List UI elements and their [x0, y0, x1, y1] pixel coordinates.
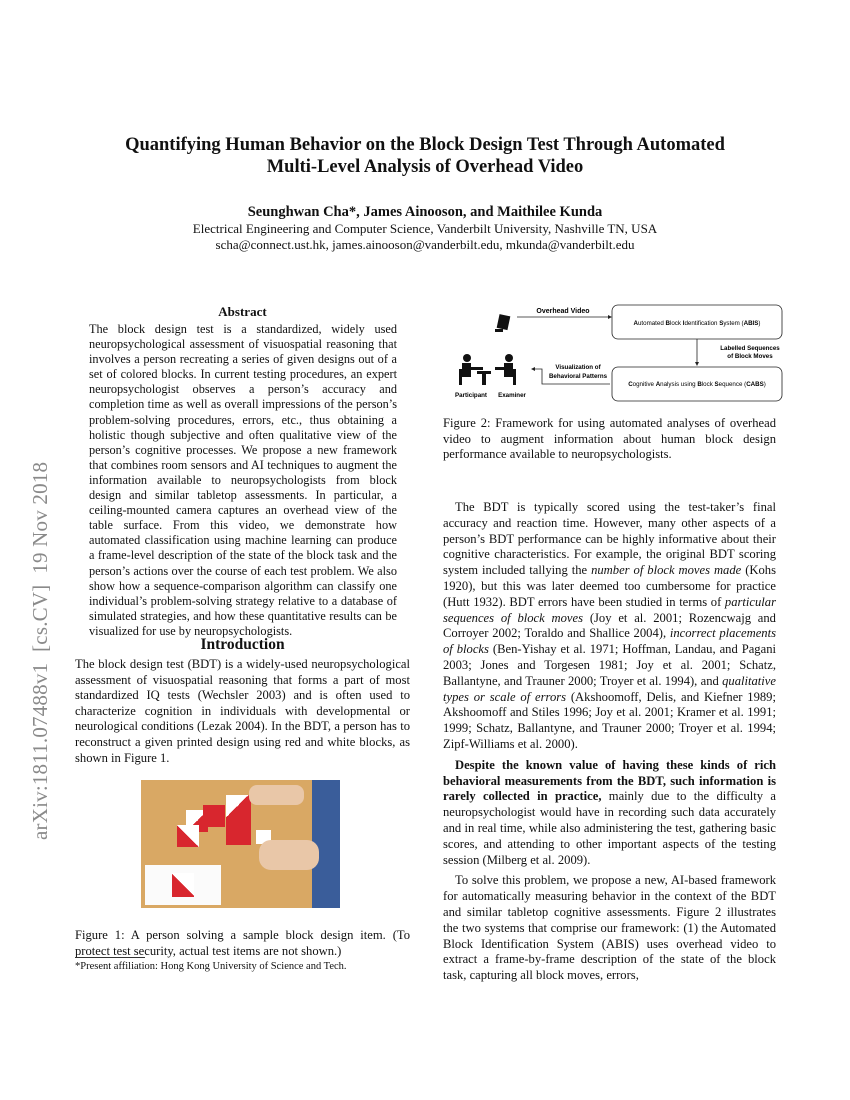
label-participant: Participant [455, 392, 487, 399]
label-overhead-video: Overhead Video [536, 308, 590, 315]
cabs-label: Cognitive Analysis using Block Sequence (CABS) [628, 381, 766, 388]
title-line: Multi-Level Analysis of Overhead Video [266, 157, 584, 177]
design-card [145, 865, 221, 905]
label-labelled: of Block Moves [727, 353, 773, 360]
body-paragraph [443, 500, 776, 753]
abstract [89, 322, 397, 639]
hand-shape [259, 840, 319, 870]
figure-2-diagram [445, 295, 785, 405]
abis-label: Automated Block Identification System (ABIS) [633, 320, 761, 327]
design-pattern [172, 873, 194, 897]
figure-1-photo [141, 780, 340, 908]
text-segment: To solve this problem, we propose a new, AI-based framework for automatically measuring behavior in the context of the BDT and similar tabletop cognitive assessments. Figure 2 illustrates the two systems that comprise our framework: (1) the Automated Block Identification System (ABIS) uses overhead video to extract a frame-by-frame description of the state of the block task, capturing all block moves, errors, [443, 873, 776, 983]
affiliation-block [60, 221, 790, 252]
text-segment: (Kohs 1920), but this was later deemed too cumbersome for practice (Hutt 1932). BDT errors have been studied in terms of [443, 563, 776, 609]
text-segment: The BDT is typically scored using the test-taker’s final accuracy and reaction time. However, many other aspects of a person’s BDT performance can be highly informative about their cognitive characteristics. For example, the original BDT scoring system included tallying the [443, 500, 776, 578]
bold-text: Despite the known value of having these kinds of rich behavioral measurements from the BDT, such information is rarely collected in practice, [443, 757, 776, 804]
people-icon [459, 354, 516, 385]
right-column [443, 500, 776, 984]
block-shape [203, 805, 225, 827]
title-line: Quantifying Human Behavior on the Block Design Test Through Automated [125, 135, 725, 155]
footnote-text: *Present affiliation: Hong Kong University of Science and Tech. [75, 961, 347, 972]
footnote [75, 957, 410, 972]
italic-text: particular sequences of block moves [443, 594, 776, 625]
block-shape [177, 825, 199, 847]
figure-1-caption: Figure 1: A person solving a sample block design item. (To protect test security, actual test items are not shown.) [75, 928, 410, 958]
italic-text: incorrect placements of blocks [443, 626, 777, 657]
footnote-rule [75, 957, 145, 958]
text-segment: (Ben-Yishay et al. 1971; Hoffman, Landau, and Pagani 2003; Jones and Torgesen 1981; Joy et al. 2001; Schatz, Ballantyne, and Trauner 2000; Troyer et al. 1994), and [443, 642, 776, 688]
emails: scha@connect.ust.hk, james.ainooson@vanderbilt.edu, mkunda@vanderbilt.edu [215, 236, 635, 252]
authors: Seunghwan Cha*, James Ainooson, and Maithilee Kunda [247, 204, 603, 220]
body-paragraph [443, 758, 776, 869]
italic-text: qualitative types or scale of errors [443, 673, 776, 704]
label-visualization: Behavioral Patterns [548, 373, 608, 380]
intro-column [75, 657, 410, 766]
text-segment: (Akshoomoff, Delis, and Kiefner 1989; Akshoomoff and Stiles 1996; Joy et al. 2001; Kramer et al. 1991; 1999; Schatz, Ballantyne, and Trauner 2000; Troyer et al. 1994; Zipf-Williams et al. 2000). [443, 689, 776, 751]
block-shape [226, 795, 251, 845]
figure-2-caption: Figure 2: Framework for using automated analyses of overhead video to augment information about human block design performance available to neuropsychologists. [443, 416, 776, 462]
introduction-heading: Introduction [200, 636, 285, 653]
paper-title [60, 134, 790, 178]
intro-paragraph: The block design test (BDT) is a widely-used neuropsychological assessment of visuospatial reasoning that forms a part of most standardized IQ tests (Wechsler 2003) and is often used to characterize cognition in individuals with developmental or neurological conditions (Lezak 2004). In the BDT, a person has to reconstruct a given printed design using red and white blocks, as shown in Figure 1. [75, 657, 410, 765]
text-segment: mainly due to the difficulty a neuropsychologist would have in recording such data accurately and in real time, while also administering the test, gathering basic scores, and attending to other important aspects of the testing session (Milberg et al. 2009). [443, 789, 776, 867]
arxiv-stamp: arXiv:1811.07488v1 [cs.CV] 19 Nov 2018 [28, 461, 52, 840]
label-examiner: Examiner [498, 392, 526, 399]
camera-icon [495, 314, 510, 332]
italic-text: number of block moves made [591, 563, 742, 578]
affiliation: Electrical Engineering and Computer Science, Vanderbilt University, Nashville TN, USA [192, 221, 658, 236]
label-visualization: Visualization of [555, 364, 601, 371]
hand-shape [249, 785, 304, 805]
abstract-heading: Abstract [218, 304, 267, 319]
text-segment: (Joy et al. 2001; Rozencwajg and Corroyer 2002; Toraldo and Shallice 2004), [443, 610, 776, 641]
label-labelled: Labelled Sequences [720, 345, 780, 352]
body-paragraph [443, 873, 776, 984]
abstract-text: The block design test is a standardized, widely used neuropsychological assessment of visuospatial reasoning that involves a person recreating a series of given designs out of a set of colored blocks. In current testing procedures, an expert neuropsychologist observes a person’s accuracy and completion time as well as overall impressions of the person’s problem-solving procedures, errors, etc., thus obtaining a holistic though subjective and often qualitative view of the person’s cognitive processes. We propose a new framework that combines room sensors and AI techniques to augment the information available to neuropsychologists from block design and similar tabletop assessments. In particular, a ceiling-mounted camera captures an overhead view of the table surface. From this video, we demonstrate how automated classification using machine learning can produce a frame-level description of the state of the block task and the person’s actions over the course of each test problem. We also show how a sequence-comparison algorithm can classify one individual’s problem-solving strategy relative to a database of simulated strategies, and how these quantitative results can be visualized for use by neuropsychologists. [89, 322, 397, 638]
